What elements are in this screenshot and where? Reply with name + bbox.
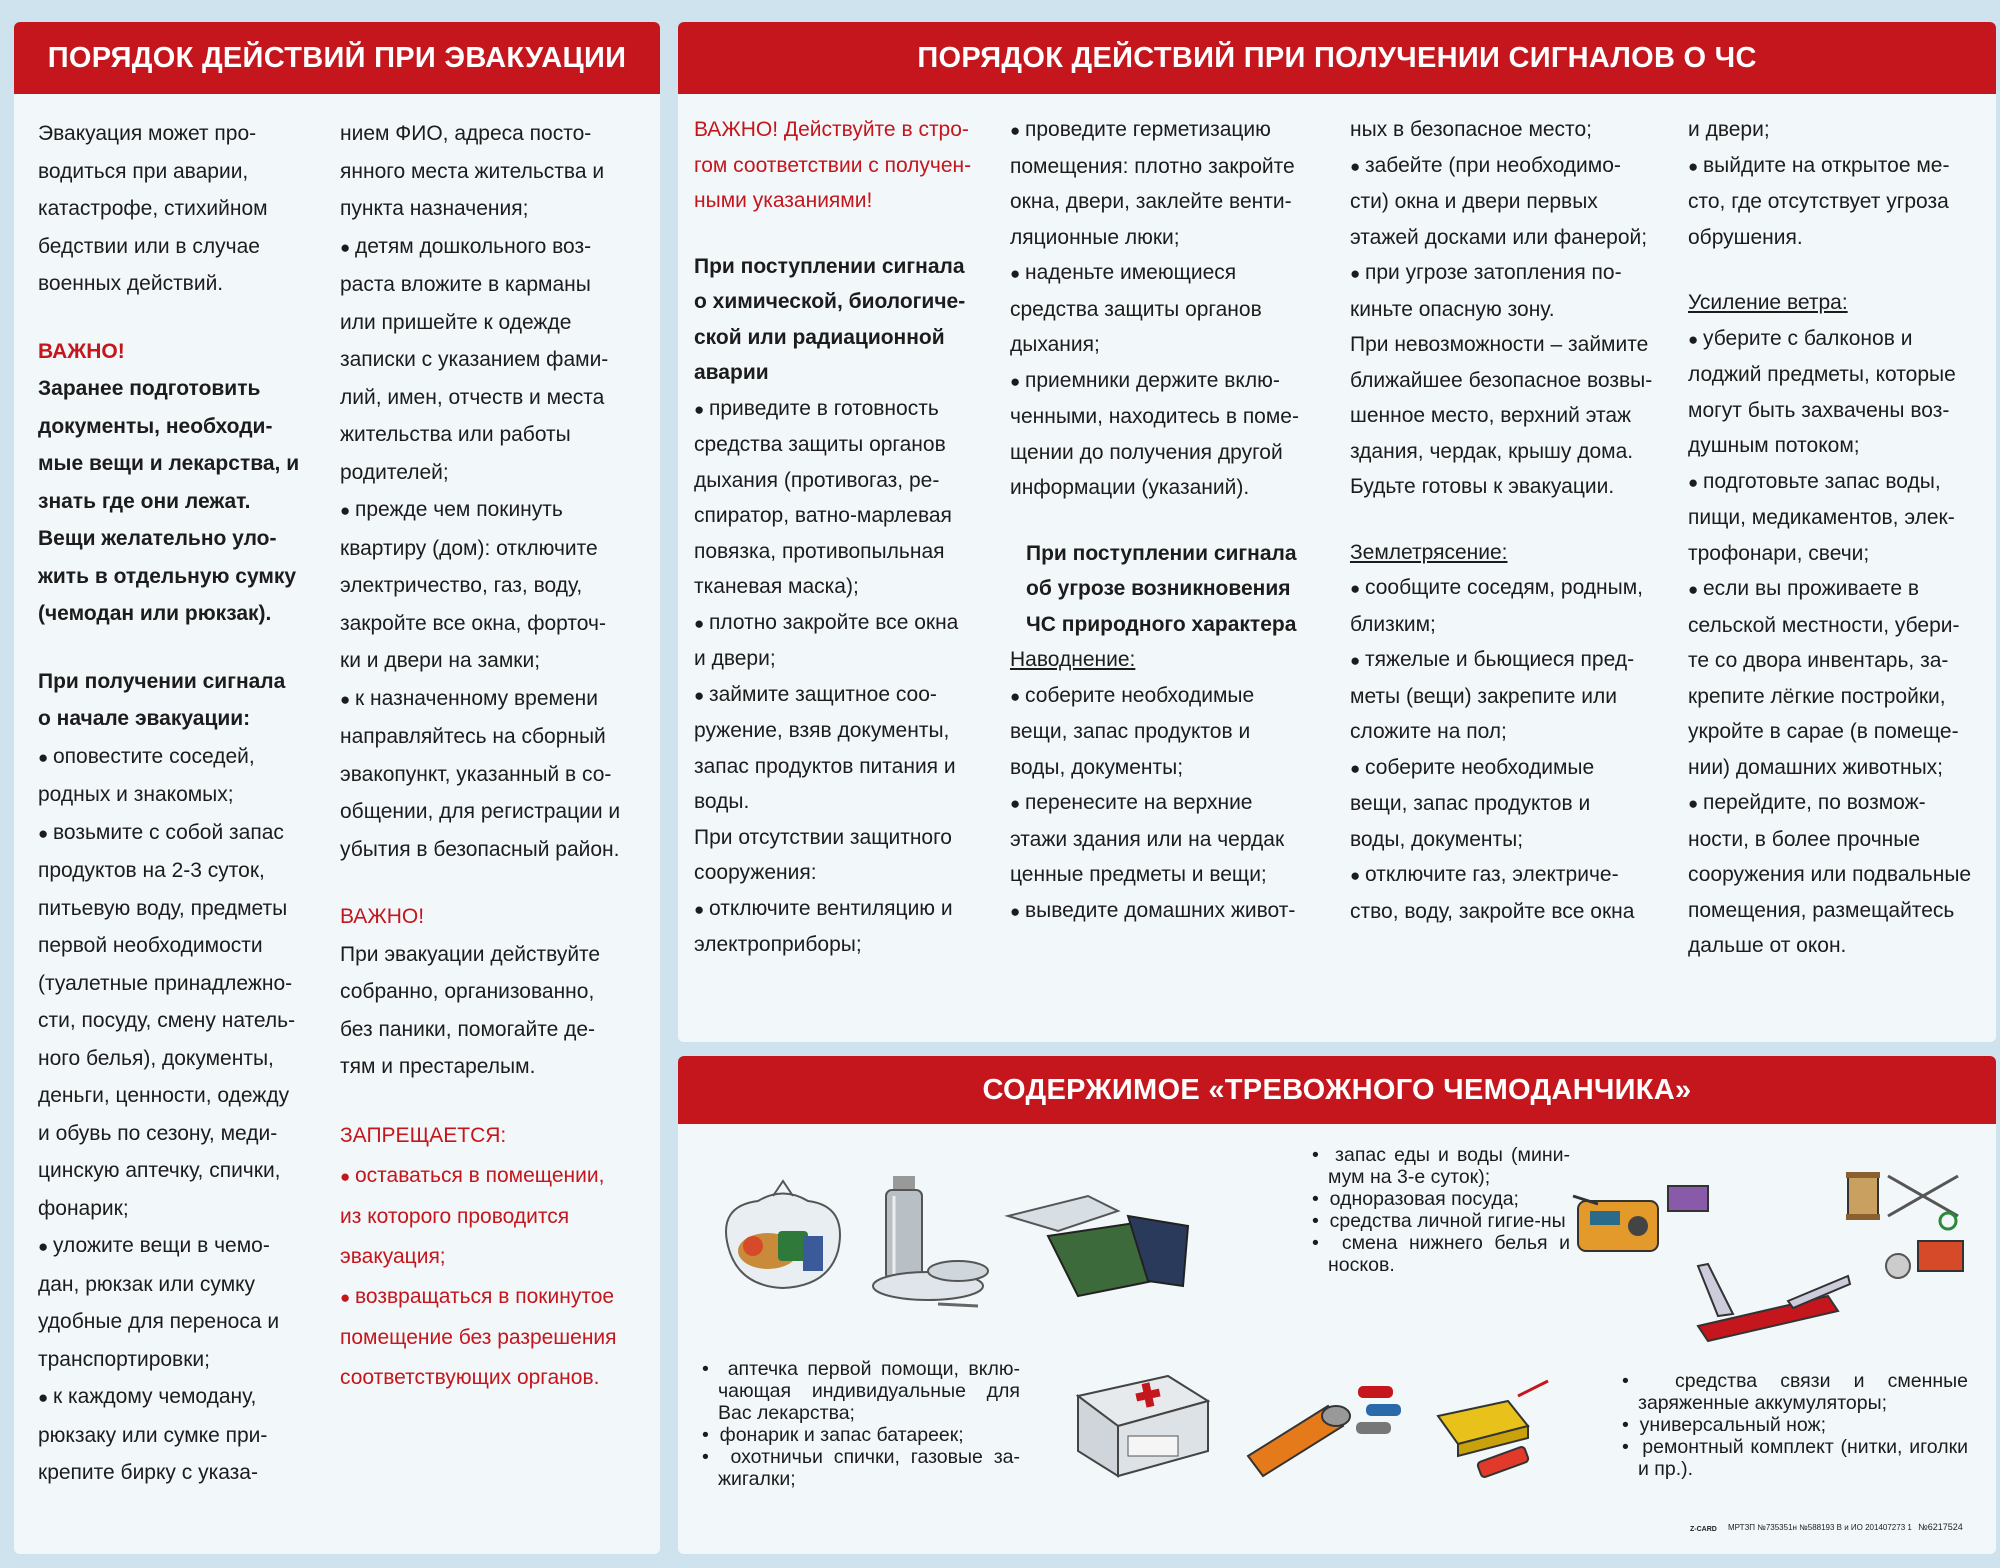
bullet-line: дальше от окон. — [1688, 934, 1847, 957]
bullet-line: пищи, медикаментов, элек- — [1688, 506, 1955, 529]
signals-panel — [678, 22, 1996, 1042]
bullet-line: электричество, газ, воду, — [340, 574, 583, 597]
bullet-line: ● отключите газ, электриче- — [1350, 857, 1680, 894]
important-line: тям и престарелым. — [340, 1055, 536, 1078]
bullet-line: ● проведите герметизацию — [1010, 112, 1340, 149]
forbidden-line: соответствующих органов. — [340, 1365, 600, 1389]
bullet-line: родителей; — [340, 460, 449, 484]
bullet-line: деньги, ценности, одежду — [38, 1084, 290, 1107]
important-line: жить в отдельную сумку — [38, 564, 297, 588]
bullet-line: могут быть захвачены воз- — [1688, 398, 1950, 422]
signals-col-3 — [1350, 112, 1680, 929]
strict-note: ВАЖНО! Действуйте в стро- — [694, 118, 969, 141]
bullet-line: ● выйдите на открытое ме- — [1688, 148, 1988, 185]
important-label: ВАЖНО! — [340, 905, 425, 928]
bullet-line: ● соберите необходимые — [1350, 750, 1680, 787]
bullet-line: ● плотно закройте все окна — [694, 605, 1004, 642]
bullet-line: запас продуктов питания и — [694, 754, 956, 778]
bullet-line: ● отключите вентиляцию и — [694, 891, 1004, 928]
evacuation-col-2 — [340, 115, 658, 1398]
bullet-line: сооружения или подвальные — [1688, 863, 1972, 886]
bullet-line: ● при угрозе затопления по- — [1350, 255, 1680, 292]
important-line: Вещи желательно уло- — [38, 527, 277, 550]
bullet-line: закройте все окна, форточ- — [340, 611, 606, 635]
bullet-line: вещи, запас продуктов и — [1350, 792, 1591, 815]
natural-heading: об угрозе возникновения — [1026, 577, 1291, 600]
clothes-icon — [998, 1186, 1198, 1306]
bullet-line: направляйтесь на сборный — [340, 725, 606, 748]
bullet-line: и двери; — [694, 647, 776, 670]
signals-col-4 — [1688, 112, 1988, 964]
bullet-line: информации (указаний). — [1010, 476, 1250, 499]
kit-panel — [678, 1056, 1996, 1554]
strict-note: ными указаниями! — [694, 189, 873, 212]
plain-line: шенное место, верхний этаж — [1350, 404, 1632, 427]
bullet-line: сельской местности, убери- — [1688, 613, 1960, 637]
bullet-line: обрушения. — [1688, 225, 1803, 249]
strict-note: гом соответствии с получен- — [694, 153, 972, 177]
food-bag-icon — [708, 1176, 858, 1296]
flood-heading: Наводнение: — [1010, 648, 1136, 671]
forbidden-line: эвакуация; — [340, 1244, 446, 1268]
bullet-line: те со двора инвентарь, за- — [1688, 649, 1949, 672]
radio-phone-icon — [1568, 1176, 1718, 1266]
bullet-line: помещения, размещайтесь — [1688, 898, 1955, 922]
bullet-line: крепите бирку с указа- — [38, 1461, 258, 1484]
thermos-dishes-icon — [858, 1166, 998, 1316]
bullet-line: ного белья), документы, — [38, 1046, 274, 1070]
bullet-line: транспортировки; — [38, 1347, 210, 1371]
bullet-line: рюкзаку или сумке при- — [38, 1423, 268, 1447]
kit-bottom-right-list — [1618, 1370, 1968, 1480]
bullet-line: дан, рюкзак или сумку — [38, 1272, 256, 1296]
forbidden-line: ● возвращаться в покинутое — [340, 1277, 658, 1318]
bullet-line: трофонари, свечи; — [1688, 541, 1870, 565]
bullet-line: ● к каждому чемодану, — [38, 1378, 348, 1417]
bullet-line: сложите на пол; — [1350, 720, 1507, 743]
bullet-line: ство, воду, закройте все окна — [1350, 899, 1635, 923]
bullet-line: ных в безопасное место; — [1350, 118, 1592, 141]
forbidden-line: из которого проводится — [340, 1204, 570, 1228]
quake-heading: Землетрясение: — [1350, 540, 1508, 564]
bullet-line: раста вложите в карманы — [340, 273, 591, 296]
kit-item: • ремонтный комплект (нитки, иголки и пр.). — [1618, 1436, 1968, 1480]
bullet-line: ности, в более прочные — [1688, 827, 1921, 851]
bullet-line: сто, где отсутствует угроза — [1688, 190, 1949, 213]
bullet-line: или пришейте к одежде — [340, 310, 572, 334]
bullet-line: фонарик; — [38, 1196, 129, 1220]
bullet-line: нии) домашних животных; — [1688, 755, 1944, 779]
plain-line: При невозможности – займите — [1350, 333, 1649, 356]
chem-heading: ской или радиационной — [694, 325, 945, 349]
signal-heading: о начале эвакуации: — [38, 707, 251, 730]
bullet-line: убытия в безопасный район. — [340, 837, 620, 861]
bullet-line: нием ФИО, адреса посто- — [340, 122, 592, 145]
bullet-line: и обувь по сезону, меди- — [38, 1121, 278, 1145]
bullet-line: лий, имен, отчеств и места — [340, 385, 605, 409]
bullet-line: тканевая маска); — [694, 575, 859, 598]
bullet-line: дыхания; — [1010, 333, 1100, 356]
bullet-line: ● выведите домашних живот- — [1010, 893, 1340, 930]
kit-item: • смена нижнего белья и носков. — [1308, 1232, 1570, 1276]
bullet-line: близким; — [1350, 612, 1436, 636]
bullet-line: ● если вы проживаете в — [1688, 571, 1988, 608]
bullet-line: записки с указанием фами- — [340, 348, 609, 371]
important-line: знать где они лежат. — [38, 489, 251, 513]
forbidden-line: ● оставаться в помещении, — [340, 1156, 658, 1197]
intro-line: Эвакуация может про- — [38, 122, 257, 145]
logo-text: Z-CARD — [1690, 1526, 1717, 1533]
intro-line: военных действий. — [38, 272, 224, 295]
bullet-line: ● к назначенному времени — [340, 680, 658, 719]
important-line: Заранее подготовить — [38, 377, 261, 400]
bullet-line: этажей досками или фанерой; — [1350, 225, 1648, 249]
bullet-line: ● тяжелые и бьющиеся пред- — [1350, 642, 1680, 679]
bullet-line: спиратор, ватно-марлевая — [694, 504, 952, 527]
bullet-line: ● перенесите на верхние — [1010, 785, 1340, 822]
kit-item: • запас еды и воды (мини-мум на 3-е суток); — [1308, 1144, 1570, 1188]
kit-item: • охотничьи спички, газовые за-жигалки; — [698, 1446, 1020, 1490]
important-line: собранно, организованно, — [340, 980, 595, 1003]
bullet-line: ● перейдите, по возмож- — [1688, 785, 1988, 822]
bullet-line: первой необходимости — [38, 934, 263, 957]
bullet-line: повязка, противопыльная — [694, 539, 945, 563]
kit-item: • универсальный нож; — [1618, 1414, 1968, 1436]
intro-line: водиться при аварии, — [38, 159, 249, 183]
bullet-line: окна, двери, заклейте венти- — [1010, 190, 1292, 213]
bullet-line: средства защиты органов — [694, 433, 946, 456]
bullet-line: ки и двери на замки; — [340, 649, 541, 672]
bullet-line: ченными, находитесь в поме- — [1010, 405, 1299, 428]
evacuation-title: ПОРЯДОК ДЕЙСТВИЙ ПРИ ЭВАКУАЦИИ — [14, 22, 660, 94]
bullet-line: янного места жительства и — [340, 159, 605, 183]
bullet-line: ● подготовьте запас воды, — [1688, 464, 1988, 501]
bullet-line: воды. — [694, 790, 750, 813]
signals-title: ПОРЯДОК ДЕЙСТВИЙ ПРИ ПОЛУЧЕНИИ СИГНАЛОВ О ЧС — [678, 22, 1996, 94]
important-line: документы, необходи- — [38, 414, 273, 438]
bullet-line: ● соберите необходимые — [1010, 678, 1340, 715]
chem-heading: аварии — [694, 361, 769, 384]
bullet-line: родных и знакомых; — [38, 783, 234, 806]
bullet-line: сти, посуду, смену натель- — [38, 1009, 296, 1032]
natural-heading: ЧС природного характера — [1026, 612, 1297, 636]
bullet-line: ● детям дошкольного воз- — [340, 228, 658, 267]
kit-bottom-left-list — [698, 1358, 1020, 1490]
bullet-line: продуктов на 2-3 суток, — [38, 859, 265, 882]
bullet-line: пункта назначения; — [340, 197, 529, 220]
bullet-line: сти) окна и двери первых — [1350, 190, 1598, 213]
bullet-line: питьевую воду, предметы — [38, 896, 288, 920]
kit-title: СОДЕРЖИМОЕ «ТРЕВОЖНОГО ЧЕМОДАНЧИКА» — [678, 1056, 1996, 1124]
plain-line: сооружения: — [694, 861, 817, 884]
multitool-knife-icon — [1678, 1256, 1858, 1356]
bullet-line: ляционные люки; — [1010, 225, 1180, 249]
bullet-line: ● сообщите соседям, родным, — [1350, 570, 1680, 607]
flashlight-icon — [1238, 1376, 1418, 1486]
bullet-line: лоджий предметы, которые — [1688, 363, 1956, 386]
signals-col-2 — [1010, 112, 1340, 929]
kit-item: • средства связи и сменные заряженные аккумуляторы; — [1618, 1370, 1968, 1414]
bullet-line: ружение, взяв документы, — [694, 719, 950, 742]
evacuation-col-1 — [38, 115, 348, 1492]
matches-lighter-icon — [1418, 1376, 1558, 1486]
bullet-line: ● приемники держите вклю- — [1010, 363, 1340, 400]
bullet-line: ● приведите в готовность — [694, 391, 1004, 428]
evacuation-panel — [14, 22, 660, 1554]
bullet-line: этажи здания или на чердак — [1010, 827, 1285, 851]
chem-heading: о химической, биологиче- — [694, 290, 966, 313]
print-code: МРТЗП №735351н №588193 В и ИО 201407273 1 — [1728, 1523, 1912, 1532]
plain-line: При отсутствии защитного — [694, 825, 952, 849]
bullet-line: щении до получения другой — [1010, 440, 1283, 464]
bullet-line: ● наденьте имеющиеся — [1010, 255, 1340, 292]
bullet-line: средства защиты органов — [1010, 297, 1262, 321]
important-line: мые вещи и лекарства, и — [38, 452, 300, 475]
intro-line: бедствии или в случае — [38, 234, 260, 258]
bullet-line: ценные предметы и вещи; — [1010, 863, 1267, 886]
forbidden-label: ЗАПРЕЩАЕТСЯ: — [340, 1123, 507, 1147]
first-aid-kit-icon — [1058, 1356, 1218, 1486]
bullet-line: ● забейте (при необходимо- — [1350, 148, 1680, 185]
print-number: №6217524 — [1918, 1522, 1963, 1532]
plain-line: здания, чердак, крышу дома. — [1350, 439, 1634, 463]
bullet-line: эвакопункт, указанный в со- — [340, 762, 612, 786]
natural-heading: При поступлении сигнала — [1026, 541, 1297, 565]
bullet-line: душным потоком; — [1688, 434, 1860, 457]
important-line: При эвакуации действуйте — [340, 942, 601, 966]
intro-line: катастрофе, стихийном — [38, 197, 268, 220]
bullet-line: (туалетные принадлежно- — [38, 971, 293, 995]
bullet-line: удобные для переноса и — [38, 1310, 280, 1333]
kit-item: • аптечка первой помощи, вклю-чающая индивидуальные для Вас лекарства; — [698, 1358, 1020, 1424]
bullet-line: квартиру (дом): отключите — [340, 536, 598, 560]
important-line: без паники, помогайте де- — [340, 1017, 596, 1041]
bullet-line: воды, документы; — [1350, 827, 1524, 851]
bullet-line: ● оповестите соседей, — [38, 738, 348, 777]
bullet-line: ● возьмите с собой запас — [38, 814, 348, 853]
bullet-line: ● прежде чем покинуть — [340, 491, 658, 530]
logo — [1690, 1526, 1717, 1533]
bullet-line: общении, для регистрации и — [340, 800, 621, 823]
bullet-line: ● займите защитное соо- — [694, 677, 1004, 714]
kit-top-list — [1308, 1144, 1570, 1276]
bullet-line: дыхания (противогаз, ре- — [694, 468, 940, 492]
bullet-line: жительства или работы — [340, 423, 571, 446]
kit-item: • фонарик и запас батареек; — [698, 1424, 1020, 1446]
bullet-line: цинскую аптечку, спички, — [38, 1159, 281, 1182]
bullet-line: меты (вещи) закрепите или — [1350, 684, 1617, 708]
bullet-line: ● уберите с балконов и — [1688, 321, 1988, 358]
signals-col-1 — [694, 112, 1004, 963]
bullet-line: киньте опасную зону. — [1350, 297, 1555, 321]
signal-heading: При получении сигнала — [38, 669, 286, 693]
bullet-line: ● уложите вещи в чемо- — [38, 1227, 348, 1266]
important-line: (чемодан или рюкзак). — [38, 602, 272, 625]
print-info — [1728, 1522, 1963, 1532]
plain-line: Будьте готовы к эвакуации. — [1350, 475, 1615, 498]
bullet-line: помещения: плотно закройте — [1010, 154, 1295, 178]
bullet-line: и двери; — [1688, 118, 1770, 141]
important-label: ВАЖНО! — [38, 339, 125, 363]
bullet-line: воды, документы; — [1010, 755, 1184, 779]
bullet-line: электроприборы; — [694, 933, 862, 956]
plain-line: ближайшее безопасное возвы- — [1350, 368, 1653, 392]
kit-item: • средства личной гигие-ны — [1308, 1210, 1570, 1232]
wind-heading: Усиление ветра: — [1688, 291, 1848, 314]
bullet-line: вещи, запас продуктов и — [1010, 720, 1251, 743]
bullet-line: укройте в сарае (в помеще- — [1688, 720, 1959, 743]
forbidden-line: помещение без разрешения — [340, 1325, 617, 1349]
chem-heading: При поступлении сигнала — [694, 254, 965, 278]
bullet-line: крепите лёгкие постройки, — [1688, 684, 1946, 708]
kit-item: • одноразовая посуда; — [1308, 1188, 1570, 1210]
